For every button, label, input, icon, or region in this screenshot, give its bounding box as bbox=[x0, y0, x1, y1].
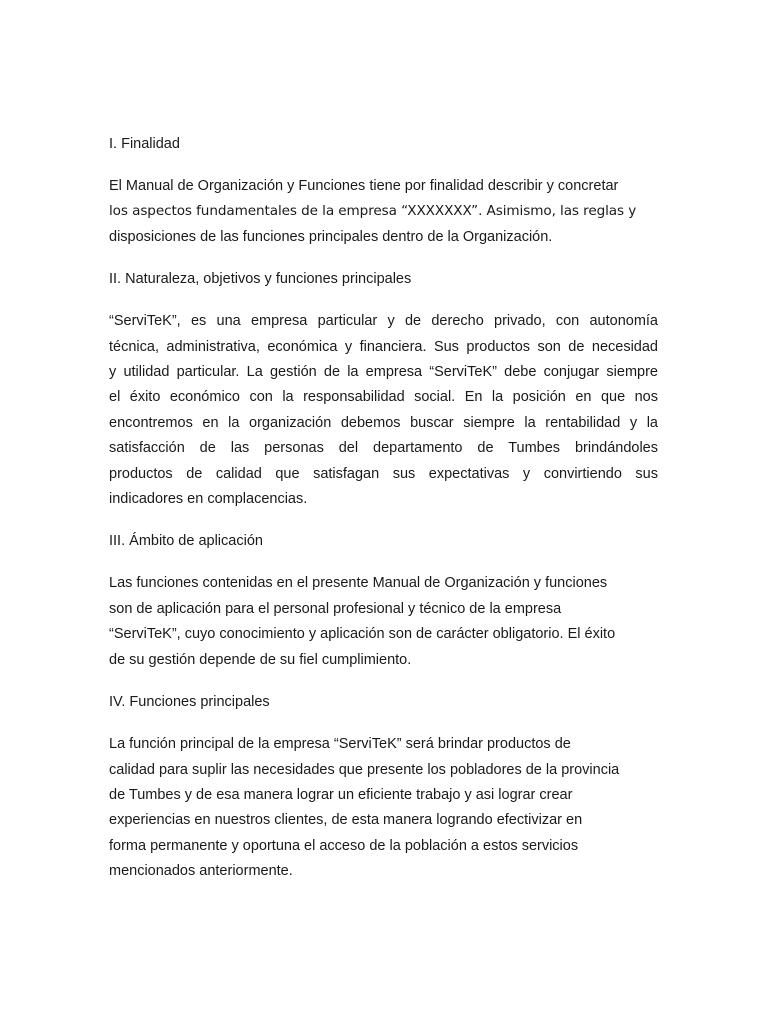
paragraph-line: satisfacción de las personas del departamento de Tumbes brindándoles bbox=[109, 440, 658, 457]
paragraph-line: de su gestión depende de su fiel cumplimiento. bbox=[109, 651, 412, 668]
section-heading-funciones: IV. Funciones principales bbox=[109, 694, 270, 711]
paragraph-line: indicadores en complacencias. bbox=[109, 491, 308, 508]
paragraph-line: son de aplicación para el personal profesional y técnico de la empresa bbox=[109, 600, 562, 617]
paragraph-line: el éxito económico con la responsabilidad social. En la posición en que nos bbox=[109, 389, 658, 406]
paragraph-line: forma permanente y oportuna el acceso de la población a estos servicios bbox=[109, 837, 579, 854]
paragraph-line: encontremos en la organización debemos buscar siempre la rentabilidad y la bbox=[109, 414, 658, 431]
paragraph-line: experiencias en nuestros clientes, de esta manera logrando efectivizar en bbox=[109, 812, 583, 829]
paragraph-line: de Tumbes y de esa manera lograr un eficiente trabajo y asi lograr crear bbox=[109, 786, 573, 803]
document-body bbox=[109, 132, 658, 902]
paragraph-line: calidad para suplir las necesidades que presente los pobladores de la provincia bbox=[109, 761, 620, 778]
paragraph-line: “ServiTeK”, cuyo conocimiento y aplicación son de carácter obligatorio. El éxito bbox=[109, 626, 616, 643]
section-heading-ambito: III. Ámbito de aplicación bbox=[109, 533, 263, 550]
section-heading-naturaleza: II. Naturaleza, objetivos y funciones principales bbox=[109, 271, 412, 288]
paragraph-naturaleza bbox=[109, 309, 658, 512]
paragraph-line: y utilidad particular. La gestión de la empresa “ServiTeK” debe conjugar siempre bbox=[109, 364, 658, 381]
paragraph-line: La función principal de la empresa “ServiTeK” será brindar productos de bbox=[109, 736, 571, 753]
paragraph-line: disposiciones de las funciones principales dentro de la Organización. bbox=[109, 228, 553, 245]
paragraph-funciones bbox=[109, 732, 658, 884]
paragraph-line: El Manual de Organización y Funciones tiene por finalidad describir y concretar bbox=[109, 178, 619, 194]
paragraph-finalidad bbox=[109, 174, 658, 250]
paragraph-line: Las funciones contenidas en el presente Manual de Organización y funciones bbox=[109, 575, 608, 592]
paragraph-line: mencionados anteriormente. bbox=[109, 863, 293, 880]
paragraph-line: productos de calidad que satisfagan sus expectativas y convirtiendo sus bbox=[109, 465, 658, 482]
paragraph-ambito bbox=[109, 571, 658, 673]
paragraph-line: los aspectos fundamentales de la empresa “XXXXXXX”. Asimismo, las reglas y bbox=[109, 203, 637, 220]
section-heading-finalidad: I. Finalidad bbox=[109, 136, 180, 152]
paragraph-line: técnica, administrativa, económica y financiera. Sus productos son de necesidad bbox=[109, 338, 658, 355]
paragraph-line: “ServiTeK”, es una empresa particular y de derecho privado, con autonomía bbox=[109, 313, 658, 330]
